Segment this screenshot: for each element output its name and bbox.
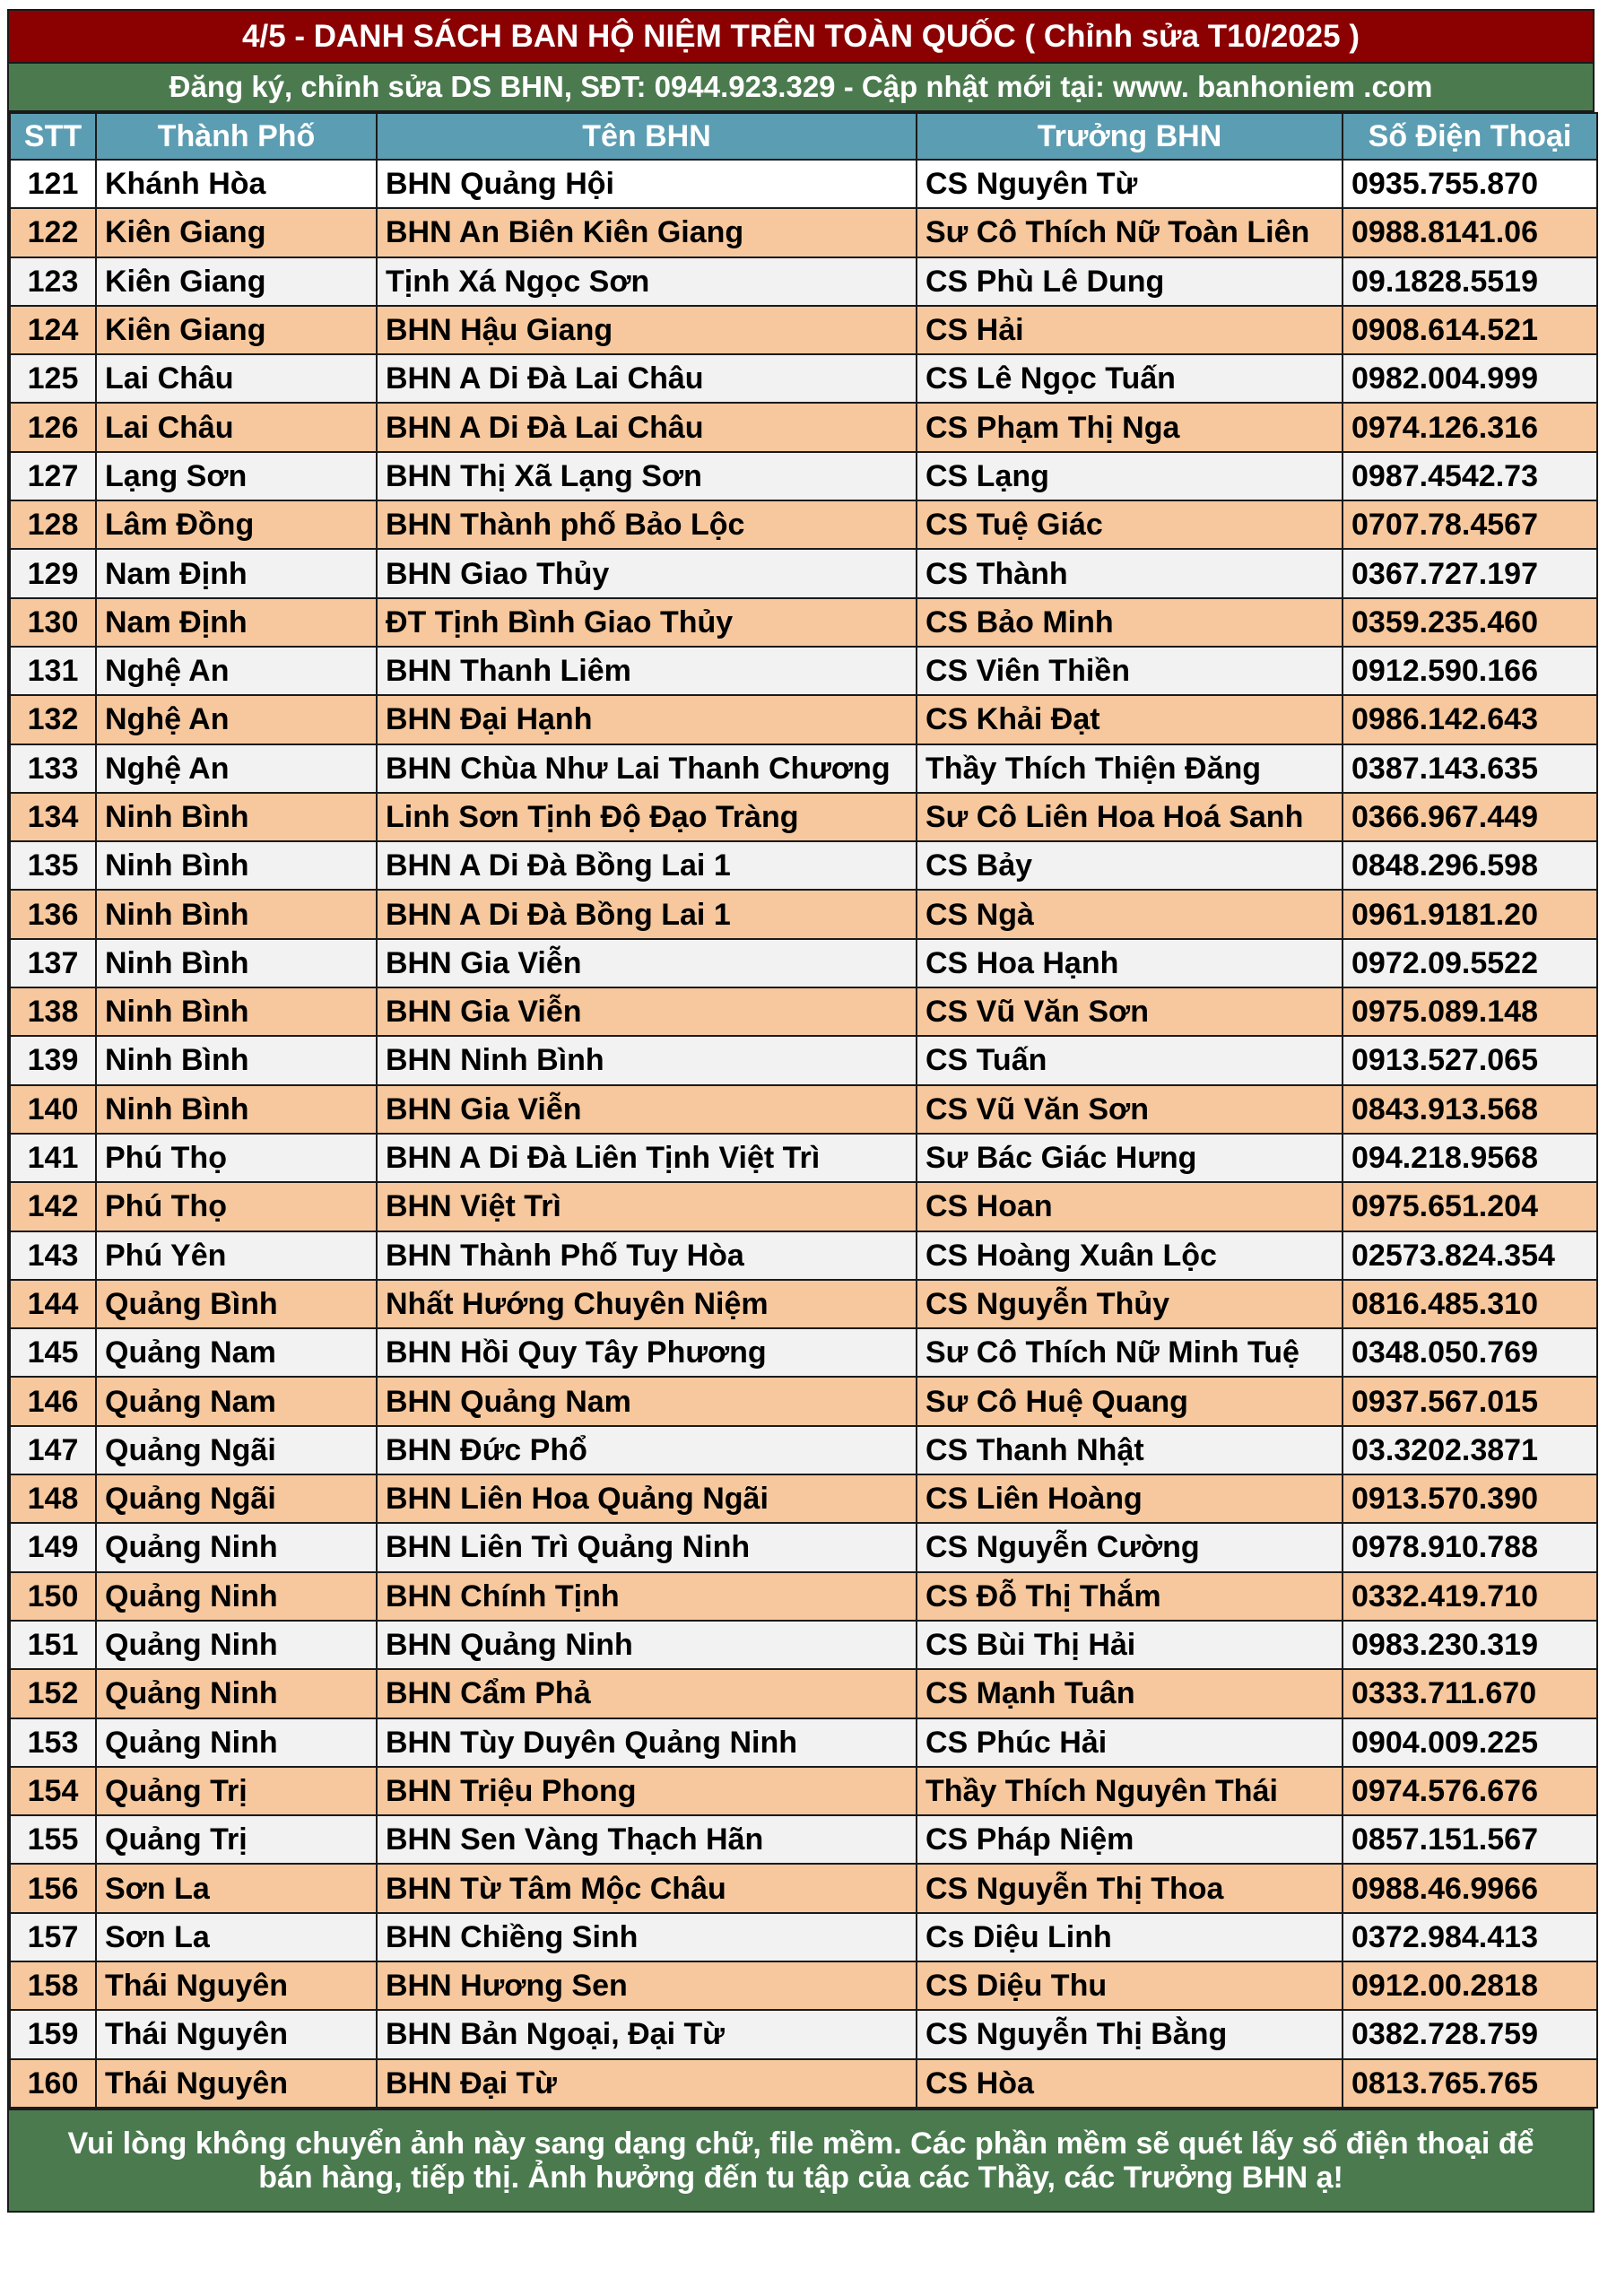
table-row bbox=[10, 841, 1597, 890]
table-row bbox=[10, 1669, 1597, 1718]
cell-city: Kiên Giang bbox=[96, 208, 377, 257]
cell-leader: CS Nguyễn Thị Bằng bbox=[917, 2010, 1343, 2058]
cell-leader: CS Phạm Thị Nga bbox=[917, 403, 1343, 451]
cell-city: Ninh Bình bbox=[96, 939, 377, 987]
cell-leader: CS Nguyễn Cường bbox=[917, 1523, 1343, 1571]
cell-leader: CS Vũ Văn Sơn bbox=[917, 987, 1343, 1036]
table-row bbox=[10, 160, 1597, 208]
cell-leader: Thầy Thích Thiện Đăng bbox=[917, 744, 1343, 793]
cell-group-name: BHN A Di Đà Bồng Lai 1 bbox=[377, 841, 917, 890]
cell-phone: 0978.910.788 bbox=[1343, 1523, 1597, 1571]
cell-stt: 142 bbox=[10, 1182, 96, 1231]
cell-leader: CS Hải bbox=[917, 306, 1343, 354]
table-row bbox=[10, 1572, 1597, 1621]
cell-leader: CS Nguyên Từ bbox=[917, 160, 1343, 208]
cell-phone: 0908.614.521 bbox=[1343, 306, 1597, 354]
cell-group-name: BHN Cẩm Phả bbox=[377, 1669, 917, 1718]
cell-city: Nam Định bbox=[96, 549, 377, 597]
cell-phone: 0813.765.765 bbox=[1343, 2059, 1597, 2108]
cell-city: Quảng Ninh bbox=[96, 1669, 377, 1718]
cell-group-name: BHN Quảng Nam bbox=[377, 1377, 917, 1425]
cell-stt: 129 bbox=[10, 549, 96, 597]
cell-stt: 131 bbox=[10, 647, 96, 695]
column-header-phone: Số Điện Thoại bbox=[1343, 113, 1597, 160]
cell-stt: 121 bbox=[10, 160, 96, 208]
cell-group-name: BHN A Di Đà Bồng Lai 1 bbox=[377, 890, 917, 938]
cell-phone: 0367.727.197 bbox=[1343, 549, 1597, 597]
cell-city: Ninh Bình bbox=[96, 1036, 377, 1084]
cell-group-name: BHN Tùy Duyên Quảng Ninh bbox=[377, 1718, 917, 1767]
cell-leader: CS Phúc Hải bbox=[917, 1718, 1343, 1767]
cell-group-name: Tịnh Xá Ngọc Sơn bbox=[377, 257, 917, 306]
table-row bbox=[10, 257, 1597, 306]
cell-group-name: BHN A Di Đà Liên Tịnh Việt Trì bbox=[377, 1134, 917, 1182]
cell-stt: 155 bbox=[10, 1815, 96, 1864]
cell-leader: CS Hoan bbox=[917, 1182, 1343, 1231]
cell-phone: 0988.8141.06 bbox=[1343, 208, 1597, 257]
cell-group-name: BHN Thành Phố Tuy Hòa bbox=[377, 1231, 917, 1280]
cell-group-name: BHN Việt Trì bbox=[377, 1182, 917, 1231]
cell-group-name: BHN Thị Xã Lạng Sơn bbox=[377, 452, 917, 500]
cell-phone: 0982.004.999 bbox=[1343, 354, 1597, 403]
cell-city: Quảng Ngãi bbox=[96, 1426, 377, 1474]
cell-group-name: BHN An Biên Kiên Giang bbox=[377, 208, 917, 257]
cell-stt: 128 bbox=[10, 500, 96, 549]
cell-city: Nghệ An bbox=[96, 695, 377, 744]
cell-leader: CS Ngà bbox=[917, 890, 1343, 938]
cell-stt: 126 bbox=[10, 403, 96, 451]
cell-city: Quảng Ninh bbox=[96, 1621, 377, 1669]
cell-city: Ninh Bình bbox=[96, 890, 377, 938]
cell-stt: 145 bbox=[10, 1328, 96, 1377]
cell-leader: CS Diệu Thu bbox=[917, 1961, 1343, 2010]
cell-stt: 136 bbox=[10, 890, 96, 938]
cell-phone: 0348.050.769 bbox=[1343, 1328, 1597, 1377]
table-row bbox=[10, 403, 1597, 451]
cell-stt: 146 bbox=[10, 1377, 96, 1425]
cell-leader: Sư Cô Liên Hoa Hoá Sanh bbox=[917, 793, 1343, 841]
cell-leader: Thầy Thích Nguyên Thái bbox=[917, 1767, 1343, 1815]
cell-stt: 147 bbox=[10, 1426, 96, 1474]
cell-leader: CS Viên Thiền bbox=[917, 647, 1343, 695]
table-row bbox=[10, 2059, 1597, 2108]
cell-city: Sơn La bbox=[96, 1864, 377, 1912]
cell-stt: 125 bbox=[10, 354, 96, 403]
cell-leader: CS Lạng bbox=[917, 452, 1343, 500]
cell-city: Phú Thọ bbox=[96, 1182, 377, 1231]
cell-phone: 0382.728.759 bbox=[1343, 2010, 1597, 2058]
cell-group-name: BHN Quảng Hội bbox=[377, 160, 917, 208]
cell-city: Phú Thọ bbox=[96, 1134, 377, 1182]
cell-leader: CS Bảy bbox=[917, 841, 1343, 890]
table-row bbox=[10, 1036, 1597, 1084]
cell-group-name: BHN Hậu Giang bbox=[377, 306, 917, 354]
cell-stt: 154 bbox=[10, 1767, 96, 1815]
table-row bbox=[10, 1523, 1597, 1571]
cell-city: Quảng Nam bbox=[96, 1328, 377, 1377]
cell-stt: 138 bbox=[10, 987, 96, 1036]
cell-group-name: BHN Thanh Liêm bbox=[377, 647, 917, 695]
cell-city: Nghệ An bbox=[96, 744, 377, 793]
cell-stt: 133 bbox=[10, 744, 96, 793]
cell-stt: 148 bbox=[10, 1474, 96, 1523]
cell-leader: CS Nguyễn Thủy bbox=[917, 1280, 1343, 1328]
table-row bbox=[10, 1864, 1597, 1912]
table-row bbox=[10, 1182, 1597, 1231]
cell-stt: 141 bbox=[10, 1134, 96, 1182]
table-row bbox=[10, 1134, 1597, 1182]
cell-group-name: BHN Giao Thủy bbox=[377, 549, 917, 597]
cell-city: Quảng Trị bbox=[96, 1815, 377, 1864]
cell-phone: 0975.651.204 bbox=[1343, 1182, 1597, 1231]
cell-phone: 0904.009.225 bbox=[1343, 1718, 1597, 1767]
cell-phone: 0974.126.316 bbox=[1343, 403, 1597, 451]
cell-stt: 134 bbox=[10, 793, 96, 841]
cell-city: Quảng Ninh bbox=[96, 1523, 377, 1571]
table-body bbox=[10, 160, 1597, 2108]
table-row bbox=[10, 1231, 1597, 1280]
cell-leader: CS Thành bbox=[917, 549, 1343, 597]
cell-city: Phú Yên bbox=[96, 1231, 377, 1280]
cell-phone: 0935.755.870 bbox=[1343, 160, 1597, 208]
table-row bbox=[10, 1280, 1597, 1328]
cell-phone: 0843.913.568 bbox=[1343, 1085, 1597, 1134]
cell-leader: CS Bảo Minh bbox=[917, 598, 1343, 647]
cell-city: Lạng Sơn bbox=[96, 452, 377, 500]
cell-phone: 0937.567.015 bbox=[1343, 1377, 1597, 1425]
column-header-stt: STT bbox=[10, 113, 96, 160]
contact-list-sheet bbox=[7, 9, 1595, 2213]
table-row bbox=[10, 987, 1597, 1036]
cell-phone: 02573.824.354 bbox=[1343, 1231, 1597, 1280]
cell-phone: 094.218.9568 bbox=[1343, 1134, 1597, 1182]
cell-group-name: BHN Thành phố Bảo Lộc bbox=[377, 500, 917, 549]
cell-stt: 135 bbox=[10, 841, 96, 890]
cell-group-name: BHN Liên Trì Quảng Ninh bbox=[377, 1523, 917, 1571]
cell-group-name: BHN Gia Viễn bbox=[377, 939, 917, 987]
cell-phone: 0913.570.390 bbox=[1343, 1474, 1597, 1523]
cell-phone: 0857.151.567 bbox=[1343, 1815, 1597, 1864]
cell-leader: Sư Cô Thích Nữ Minh Tuệ bbox=[917, 1328, 1343, 1377]
cell-phone: 0912.590.166 bbox=[1343, 647, 1597, 695]
table-header-row bbox=[10, 113, 1597, 160]
cell-leader: Sư Cô Huệ Quang bbox=[917, 1377, 1343, 1425]
cell-phone: 0333.711.670 bbox=[1343, 1669, 1597, 1718]
cell-group-name: BHN Liên Hoa Quảng Ngãi bbox=[377, 1474, 917, 1523]
cell-phone: 0974.576.676 bbox=[1343, 1767, 1597, 1815]
cell-city: Nam Định bbox=[96, 598, 377, 647]
cell-group-name: Linh Sơn Tịnh Độ Đạo Tràng bbox=[377, 793, 917, 841]
cell-stt: 137 bbox=[10, 939, 96, 987]
cell-phone: 0961.9181.20 bbox=[1343, 890, 1597, 938]
cell-stt: 150 bbox=[10, 1572, 96, 1621]
table-row bbox=[10, 1621, 1597, 1669]
table-row bbox=[10, 452, 1597, 500]
footer-notice-line-1: Vui lòng không chuyển ảnh này sang dạng chữ, file mềm. Các phần mềm sẽ quét lấy số điện thoại để bbox=[67, 2126, 1534, 2161]
cell-phone: 0359.235.460 bbox=[1343, 598, 1597, 647]
cell-group-name: ĐT Tịnh Bình Giao Thủy bbox=[377, 598, 917, 647]
cell-group-name: BHN Đại Từ bbox=[377, 2059, 917, 2108]
cell-group-name: BHN Chính Tịnh bbox=[377, 1572, 917, 1621]
cell-city: Khánh Hòa bbox=[96, 160, 377, 208]
table-row bbox=[10, 890, 1597, 938]
cell-group-name: BHN Chùa Như Lai Thanh Chương bbox=[377, 744, 917, 793]
cell-leader: CS Pháp Niệm bbox=[917, 1815, 1343, 1864]
page-subtitle: Đăng ký, chỉnh sửa DS BHN, SĐT: 0944.923.329 - Cập nhật mới tại: www. banhoniem .com bbox=[9, 64, 1593, 112]
cell-stt: 157 bbox=[10, 1913, 96, 1961]
cell-stt: 127 bbox=[10, 452, 96, 500]
cell-leader: CS Phù Lê Dung bbox=[917, 257, 1343, 306]
cell-city: Thái Nguyên bbox=[96, 1961, 377, 2010]
cell-stt: 151 bbox=[10, 1621, 96, 1669]
cell-leader: Sư Bác Giác Hưng bbox=[917, 1134, 1343, 1182]
cell-leader: CS Lê Ngọc Tuấn bbox=[917, 354, 1343, 403]
cell-phone: 0913.527.065 bbox=[1343, 1036, 1597, 1084]
cell-city: Ninh Bình bbox=[96, 1085, 377, 1134]
cell-phone: 0988.46.9966 bbox=[1343, 1864, 1597, 1912]
table-row bbox=[10, 500, 1597, 549]
column-header-group-name: Tên BHN bbox=[377, 113, 917, 160]
cell-group-name: Nhất Hướng Chuyên Niệm bbox=[377, 1280, 917, 1328]
cell-city: Quảng Ninh bbox=[96, 1572, 377, 1621]
table-row bbox=[10, 1377, 1597, 1425]
cell-group-name: BHN Triệu Phong bbox=[377, 1767, 917, 1815]
cell-leader: CS Hoàng Xuân Lộc bbox=[917, 1231, 1343, 1280]
cell-city: Quảng Nam bbox=[96, 1377, 377, 1425]
column-header-city: Thành Phố bbox=[96, 113, 377, 160]
cell-phone: 0372.984.413 bbox=[1343, 1913, 1597, 1961]
cell-phone: 0987.4542.73 bbox=[1343, 452, 1597, 500]
cell-leader: Sư Cô Thích Nữ Toàn Liên bbox=[917, 208, 1343, 257]
cell-phone: 0366.967.449 bbox=[1343, 793, 1597, 841]
cell-city: Lai Châu bbox=[96, 403, 377, 451]
cell-phone: 0707.78.4567 bbox=[1343, 500, 1597, 549]
footer-notice bbox=[9, 2109, 1593, 2211]
cell-group-name: BHN Hương Sen bbox=[377, 1961, 917, 2010]
cell-city: Nghệ An bbox=[96, 647, 377, 695]
cell-city: Kiên Giang bbox=[96, 257, 377, 306]
table-row bbox=[10, 1474, 1597, 1523]
cell-stt: 122 bbox=[10, 208, 96, 257]
cell-city: Quảng Ninh bbox=[96, 1718, 377, 1767]
table-row bbox=[10, 306, 1597, 354]
cell-city: Ninh Bình bbox=[96, 841, 377, 890]
cell-group-name: BHN Sen Vàng Thạch Hãn bbox=[377, 1815, 917, 1864]
table-row bbox=[10, 1913, 1597, 1961]
table-row bbox=[10, 1815, 1597, 1864]
cell-phone: 03.3202.3871 bbox=[1343, 1426, 1597, 1474]
footer-notice-line-2: bán hàng, tiếp thị. Ảnh hưởng đến tu tập của các Thầy, các Trưởng BHN ạ! bbox=[258, 2160, 1343, 2195]
cell-leader: CS Nguyễn Thị Thoa bbox=[917, 1864, 1343, 1912]
cell-group-name: BHN A Di Đà Lai Châu bbox=[377, 354, 917, 403]
cell-leader: CS Khải Đạt bbox=[917, 695, 1343, 744]
cell-phone: 0975.089.148 bbox=[1343, 987, 1597, 1036]
cell-stt: 153 bbox=[10, 1718, 96, 1767]
table-row bbox=[10, 1718, 1597, 1767]
cell-leader: CS Tuệ Giác bbox=[917, 500, 1343, 549]
cell-city: Thái Nguyên bbox=[96, 2010, 377, 2058]
cell-stt: 132 bbox=[10, 695, 96, 744]
table-row bbox=[10, 2010, 1597, 2058]
cell-group-name: BHN Đại Hạnh bbox=[377, 695, 917, 744]
cell-leader: CS Hòa bbox=[917, 2059, 1343, 2108]
cell-leader: Cs Diệu Linh bbox=[917, 1913, 1343, 1961]
cell-city: Sơn La bbox=[96, 1913, 377, 1961]
cell-city: Lai Châu bbox=[96, 354, 377, 403]
cell-leader: CS Liên Hoàng bbox=[917, 1474, 1343, 1523]
cell-group-name: BHN Gia Viễn bbox=[377, 1085, 917, 1134]
cell-stt: 158 bbox=[10, 1961, 96, 2010]
table-row bbox=[10, 793, 1597, 841]
table-row bbox=[10, 939, 1597, 987]
table-row bbox=[10, 208, 1597, 257]
cell-group-name: BHN Ninh Bình bbox=[377, 1036, 917, 1084]
cell-city: Quảng Ngãi bbox=[96, 1474, 377, 1523]
table-row bbox=[10, 1961, 1597, 2010]
cell-group-name: BHN Bản Ngoại, Đại Từ bbox=[377, 2010, 917, 2058]
cell-leader: CS Vũ Văn Sơn bbox=[917, 1085, 1343, 1134]
cell-city: Ninh Bình bbox=[96, 987, 377, 1036]
table-row bbox=[10, 695, 1597, 744]
table-row bbox=[10, 744, 1597, 793]
cell-stt: 139 bbox=[10, 1036, 96, 1084]
cell-phone: 0986.142.643 bbox=[1343, 695, 1597, 744]
cell-stt: 143 bbox=[10, 1231, 96, 1280]
cell-leader: CS Đỗ Thị Thắm bbox=[917, 1572, 1343, 1621]
cell-city: Lâm Đồng bbox=[96, 500, 377, 549]
cell-phone: 0332.419.710 bbox=[1343, 1572, 1597, 1621]
cell-stt: 130 bbox=[10, 598, 96, 647]
cell-group-name: BHN Chiềng Sinh bbox=[377, 1913, 917, 1961]
cell-stt: 160 bbox=[10, 2059, 96, 2108]
cell-leader: CS Bùi Thị Hải bbox=[917, 1621, 1343, 1669]
table-row bbox=[10, 1085, 1597, 1134]
cell-city: Ninh Bình bbox=[96, 793, 377, 841]
cell-group-name: BHN Hồi Quy Tây Phương bbox=[377, 1328, 917, 1377]
table-row bbox=[10, 1328, 1597, 1377]
cell-phone: 0983.230.319 bbox=[1343, 1621, 1597, 1669]
cell-city: Thái Nguyên bbox=[96, 2059, 377, 2108]
table-row bbox=[10, 1767, 1597, 1815]
cell-city: Kiên Giang bbox=[96, 306, 377, 354]
cell-leader: CS Thanh Nhật bbox=[917, 1426, 1343, 1474]
cell-city: Quảng Bình bbox=[96, 1280, 377, 1328]
cell-leader: CS Hoa Hạnh bbox=[917, 939, 1343, 987]
cell-group-name: BHN Đức Phổ bbox=[377, 1426, 917, 1474]
cell-stt: 159 bbox=[10, 2010, 96, 2058]
table-row bbox=[10, 647, 1597, 695]
cell-group-name: BHN A Di Đà Lai Châu bbox=[377, 403, 917, 451]
cell-stt: 149 bbox=[10, 1523, 96, 1571]
cell-group-name: BHN Từ Tâm Mộc Châu bbox=[377, 1864, 917, 1912]
table-row bbox=[10, 598, 1597, 647]
cell-phone: 0387.143.635 bbox=[1343, 744, 1597, 793]
cell-stt: 140 bbox=[10, 1085, 96, 1134]
cell-stt: 144 bbox=[10, 1280, 96, 1328]
cell-leader: CS Tuấn bbox=[917, 1036, 1343, 1084]
column-header-leader: Trưởng BHN bbox=[917, 113, 1343, 160]
page-title: 4/5 - DANH SÁCH BAN HỘ NIỆM TRÊN TOÀN QUỐC ( Chỉnh sửa T10/2025 ) bbox=[9, 11, 1593, 64]
table-row bbox=[10, 549, 1597, 597]
cell-phone: 0816.485.310 bbox=[1343, 1280, 1597, 1328]
table-row bbox=[10, 354, 1597, 403]
cell-leader: CS Mạnh Tuân bbox=[917, 1669, 1343, 1718]
cell-phone: 09.1828.5519 bbox=[1343, 257, 1597, 306]
cell-group-name: BHN Quảng Ninh bbox=[377, 1621, 917, 1669]
cell-stt: 152 bbox=[10, 1669, 96, 1718]
cell-stt: 123 bbox=[10, 257, 96, 306]
cell-phone: 0972.09.5522 bbox=[1343, 939, 1597, 987]
cell-stt: 156 bbox=[10, 1864, 96, 1912]
cell-phone: 0912.00.2818 bbox=[1343, 1961, 1597, 2010]
cell-phone: 0848.296.598 bbox=[1343, 841, 1597, 890]
bhn-table bbox=[9, 112, 1598, 2109]
cell-group-name: BHN Gia Viễn bbox=[377, 987, 917, 1036]
table-row bbox=[10, 1426, 1597, 1474]
cell-city: Quảng Trị bbox=[96, 1767, 377, 1815]
cell-stt: 124 bbox=[10, 306, 96, 354]
